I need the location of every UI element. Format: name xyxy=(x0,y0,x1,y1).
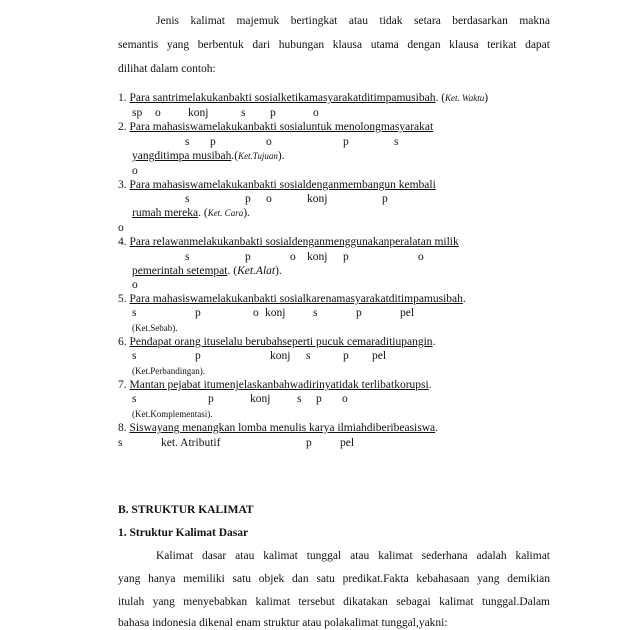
example-sentence: Para santrimelakukanbakti sosialketikamasyarakatditimpamusibah xyxy=(129,92,436,104)
example-6-role: p xyxy=(195,350,201,362)
example-5-role: p xyxy=(356,307,362,319)
example-sentence: Para mahasiswamelakukanbakti sosialdenganmembangun kembali xyxy=(129,179,436,191)
example-4-role: konj xyxy=(307,251,328,263)
example-4-role: o xyxy=(418,251,424,263)
section-subheading: 1. Struktur Kalimat Dasar xyxy=(118,527,249,539)
example-1-role: o xyxy=(313,107,319,119)
example-1-role: konj xyxy=(188,107,209,119)
example-5-role: s xyxy=(313,307,318,319)
example-1-role: s xyxy=(241,107,246,119)
example-4-role: p xyxy=(343,251,349,263)
example-7-role: p xyxy=(316,393,322,405)
example-2-role: s xyxy=(185,136,190,148)
example-4-continuation: pemerintah setempat. (Ket.Alat). xyxy=(132,265,282,277)
intro-line-3: dilihat dalam contoh: xyxy=(118,63,216,75)
example-7-role: konj xyxy=(250,393,271,405)
example-1-role: sp xyxy=(132,107,143,119)
example-7-role: o xyxy=(342,393,348,405)
example-4-role: p xyxy=(245,251,251,263)
example-6-role: s xyxy=(306,350,311,362)
example-6-role: s xyxy=(132,350,137,362)
example-2-extra-role: o xyxy=(132,165,138,177)
example-5-role: konj xyxy=(265,307,286,319)
section-paragraph-line-4: bahasa indonesia dikenal enam struktur atau polakalimat tunggal,yakni: xyxy=(118,617,448,629)
example-sentence: Para relawanmelakukanbakti sosialdenganmenggunakanperalatan milik xyxy=(129,236,459,248)
example-number: 7. xyxy=(118,379,127,391)
example-number: 8. xyxy=(118,422,127,434)
example-sentence: Mantan pejabat itumenjelaskanbahwadirinyatidak terlibatkorupsi xyxy=(129,379,429,391)
example-7-role: p xyxy=(208,393,214,405)
example-tag: Ket. Waktu xyxy=(445,93,485,103)
example-3-role: konj xyxy=(307,193,328,205)
example-1: 1. Para santrimelakukanbakti sosialketikamasyarakatditimpamusibah. (Ket. Waktu) xyxy=(118,92,489,104)
example-5: 5. Para mahasiswamelakukanbakti sosialkarenamasyarakatditimpamusibah. xyxy=(118,293,466,305)
example-2 xyxy=(118,120,433,134)
section-paragraph-line-2: yang hanya memiliki satu objek dan satu predikat.Fakta kebahasaan yang demikian xyxy=(118,573,550,585)
example-5-tag: (Ket.Sebab). xyxy=(132,323,178,333)
example-7-role: s xyxy=(297,393,302,405)
example-2-role: p xyxy=(343,136,349,148)
example-3 xyxy=(118,178,436,192)
intro-line-2: semantis yang berbentuk dari hubungan klausa utama dengan klausa terikat dapat xyxy=(118,39,550,51)
example-2-role: o xyxy=(266,136,272,148)
example-3-role: o xyxy=(266,193,272,205)
example-number: 6. xyxy=(118,336,127,348)
example-6-role: pel xyxy=(372,350,387,362)
example-8-role: pel xyxy=(340,437,355,449)
example-5-role: o xyxy=(253,307,259,319)
example-number: 4. xyxy=(118,236,127,248)
example-1-role: p xyxy=(270,107,276,119)
example-sentence: Pendapat orang ituselalu berubahseperti pucuk cemaraditiupangin xyxy=(129,336,433,348)
example-sentence: Siswayang menangkan lomba menulis karya ilmiahdiberibeasiswa xyxy=(129,422,436,434)
example-number: 3. xyxy=(118,179,127,191)
example-5-role: s xyxy=(132,307,137,319)
example-tag: Ket.Alat xyxy=(237,265,276,277)
example-sentence: Para mahasiswamelakukanbakti sosialkarenamasyarakatditimpamusibah xyxy=(129,293,463,305)
intro-line-1: Jenis kalimat majemuk bertingkat atau tidak setara berdasarkan makna xyxy=(156,15,550,27)
example-tag: Ket.Tujuan xyxy=(238,151,278,161)
example-4-role: s xyxy=(185,251,190,263)
example-8-role: ket. Atributif xyxy=(161,437,221,449)
example-4-extra-role: o xyxy=(132,279,138,291)
example-number: 2. xyxy=(118,121,127,133)
example-3-role: p xyxy=(245,193,251,205)
example-number: 1. xyxy=(118,92,127,104)
example-2-role: p xyxy=(210,136,216,148)
example-tag: Ket. Cara xyxy=(207,208,244,218)
example-7: 7. Mantan pejabat itumenjelaskanbahwadirinyatidak terlibatkorupsi. xyxy=(118,379,432,391)
example-2-continuation: yangditimpa musibah.(Ket.Tujuan). xyxy=(132,150,285,162)
example-sentence: Para mahasiswamelakukanbakti sosialuntuk menolongmasyarakat xyxy=(129,121,434,133)
example-4-role: o xyxy=(290,251,296,263)
section-heading: B. STRUKTUR KALIMAT xyxy=(118,504,254,516)
example-number: 5. xyxy=(118,293,127,305)
example-7-role: s xyxy=(132,393,137,405)
example-6-tag: (Ket.Perbandingan). xyxy=(132,366,205,376)
example-6: 6. Pendapat orang ituselalu berubahseperti pucuk cemaraditiupangin. xyxy=(118,336,436,348)
example-1-role: o xyxy=(155,107,161,119)
example-5-role: pel xyxy=(400,307,415,319)
example-4 xyxy=(118,235,459,249)
section-paragraph-line-3: itulah yang menyebabkan kalimat tersebut dikatakan sebagai kalimat tunggal.Dalam xyxy=(118,596,550,608)
example-3-role: s xyxy=(185,193,190,205)
example-3-extra-role: o xyxy=(118,222,124,234)
example-7-tag: (Ket.Komplementasi). xyxy=(132,409,213,419)
example-8-role: s xyxy=(118,437,123,449)
example-3-role: p xyxy=(382,193,388,205)
example-8-role: p xyxy=(306,437,312,449)
example-6-role: p xyxy=(343,350,349,362)
example-5-role: p xyxy=(195,307,201,319)
example-3-continuation: rumah mereka. (Ket. Cara). xyxy=(132,207,250,219)
example-8: 8. Siswayang menangkan lomba menulis karya ilmiahdiberibeasiswa. xyxy=(118,422,439,434)
example-6-role: konj xyxy=(270,350,291,362)
example-2-role: s xyxy=(394,136,399,148)
section-paragraph-line-1: Kalimat dasar atau kalimat tunggal atau kalimat sederhana adalah kalimat xyxy=(156,550,550,562)
